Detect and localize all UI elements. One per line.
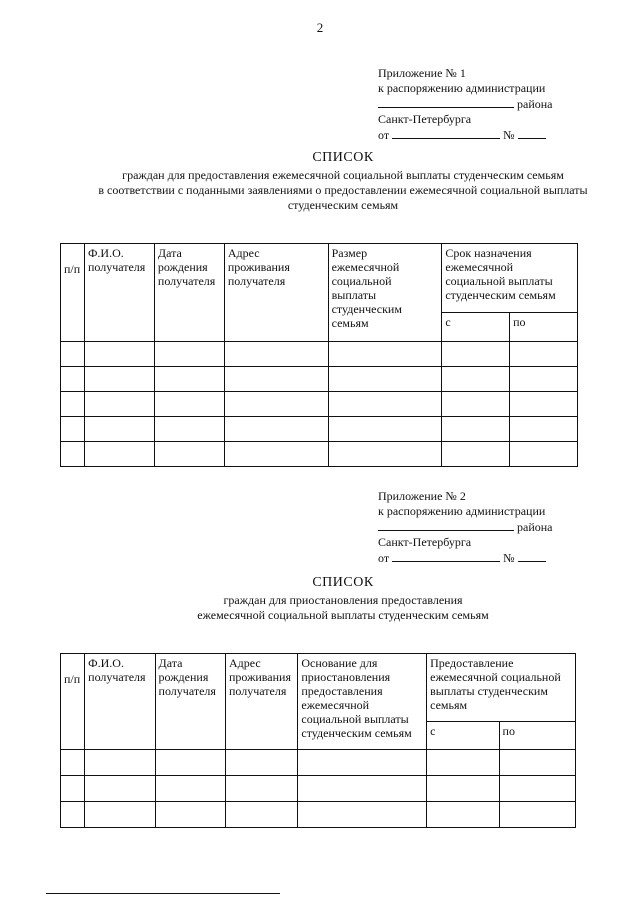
list-1-subtitle-3: студенческим семьям — [287, 198, 399, 212]
appendix-2-title: Приложение № 2 — [378, 489, 466, 503]
number-blank — [518, 127, 546, 139]
list-1-heading — [46, 150, 640, 213]
date-prefix: от — [378, 551, 390, 565]
page-number: 2 — [316, 20, 324, 35]
appendix-2-order-line: к распоряжению администрации — [378, 504, 546, 518]
col-header-to: по — [510, 313, 578, 342]
col-header-dob: Дата рождения получателя — [154, 244, 224, 342]
col-header-address: Адрес проживания получателя — [224, 244, 328, 342]
col-header-basis: Основание для приостановления предоставления ежемесячной социальной выплаты студенческим семьям — [298, 654, 427, 750]
district-blank — [378, 519, 514, 531]
date-blank — [392, 550, 500, 562]
col-header-to: по — [499, 722, 575, 750]
appendix-2-city: Санкт-Петербурга — [378, 535, 472, 549]
footer-divider — [46, 893, 280, 894]
appendix-2-district-line — [378, 519, 608, 535]
table-row — [61, 417, 578, 442]
col-header-provision: Предоставление ежемесячной социальной выплаты студенческим семьям — [427, 654, 576, 722]
number-sign: № — [503, 551, 515, 565]
appendix-1-order-line: к распоряжению администрации — [378, 81, 546, 95]
list-2-title: СПИСОК — [312, 575, 374, 590]
appendix-1-city: Санкт-Петербурга — [378, 112, 472, 126]
table-row — [61, 367, 578, 392]
appendix-1-district-line — [378, 96, 608, 112]
list-2-table — [60, 653, 576, 828]
number-sign: № — [503, 128, 515, 142]
number-blank — [518, 550, 546, 562]
list-2-subtitle-1: граждан для приостановления предоставления — [223, 593, 463, 607]
appendix-2-header — [378, 489, 608, 566]
table-row — [61, 442, 578, 467]
col-header-period: Срок назначения ежемесячной социальной выплаты студенческим семьям — [442, 244, 578, 313]
col-header-fio: Ф.И.О. получателя — [84, 244, 154, 342]
date-prefix: от — [378, 128, 390, 142]
col-header-amount: Размер ежемесячной социальной выплаты студенческим семьям — [328, 244, 442, 342]
col-header-dob: Дата рождения получателя — [155, 654, 225, 750]
table-row — [61, 776, 576, 802]
table-row — [61, 802, 576, 828]
col-header-num: п/п — [61, 244, 85, 342]
appendix-2-date-line — [378, 550, 608, 566]
table-row — [61, 342, 578, 367]
col-header-from: с — [427, 722, 499, 750]
appendix-1-header — [378, 66, 608, 143]
list-2-heading — [46, 575, 640, 623]
list-1-table — [60, 243, 578, 467]
table-row — [61, 750, 576, 776]
list-1-subtitle-2: в соответствии с поданными заявлениями о предоставлении ежемесячной социальной выплаты — [98, 183, 588, 197]
list-2-subtitle-2: ежемесячной социальной выплаты студенческим семьям — [197, 608, 489, 622]
list-1-title: СПИСОК — [312, 150, 374, 165]
table-row — [61, 392, 578, 417]
appendix-1-title: Приложение № 1 — [378, 66, 466, 80]
appendix-1-date-line — [378, 127, 608, 143]
col-header-fio: Ф.И.О. получателя — [85, 654, 155, 750]
col-header-from: с — [442, 313, 510, 342]
district-label: района — [517, 520, 553, 534]
date-blank — [392, 127, 500, 139]
district-label: района — [517, 97, 553, 111]
district-blank — [378, 96, 514, 108]
col-header-num: п/п — [61, 654, 85, 750]
list-1-subtitle-1: граждан для предоставления ежемесячной социальной выплаты студенческим семьям — [122, 168, 564, 182]
col-header-address: Адрес проживания получателя — [225, 654, 297, 750]
